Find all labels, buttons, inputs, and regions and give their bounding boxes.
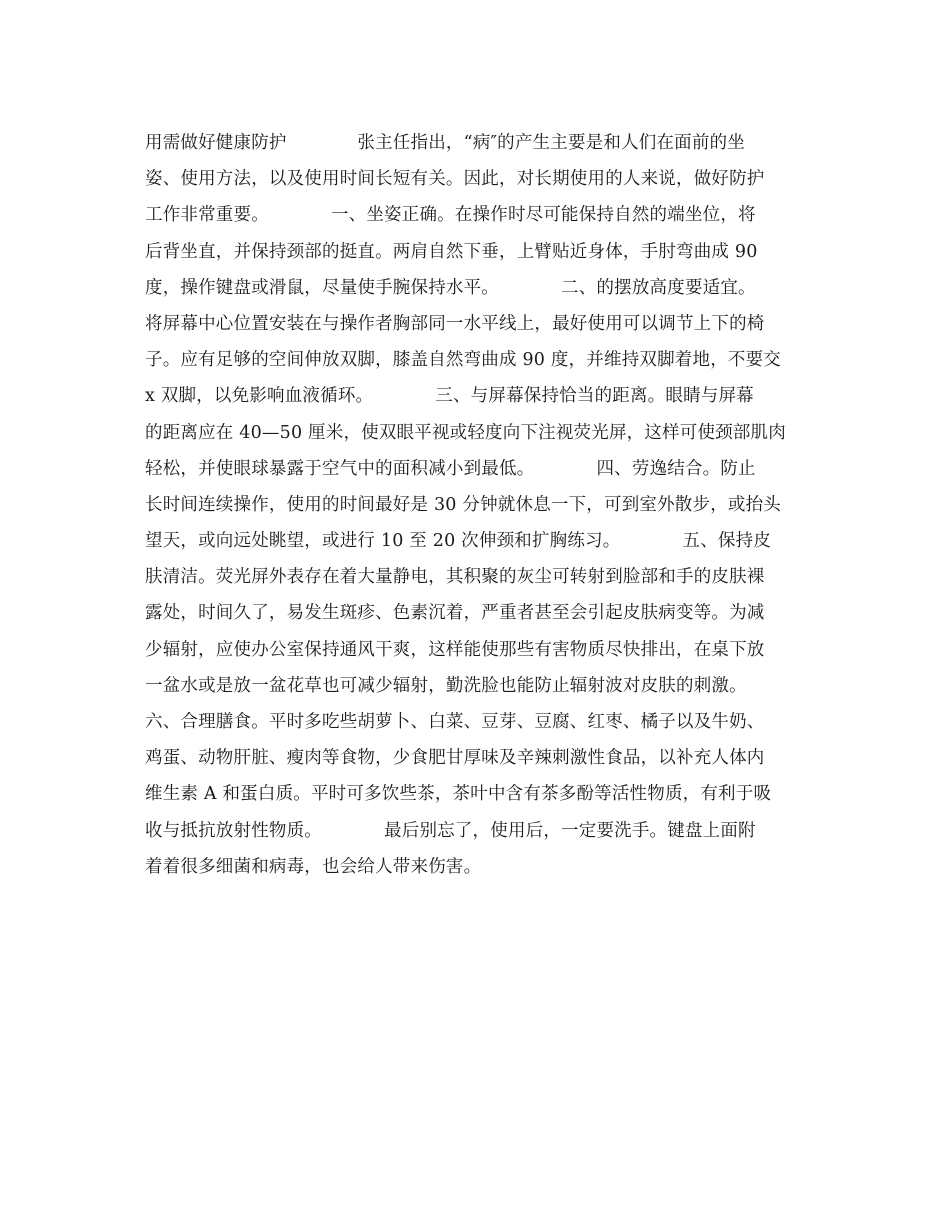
- text-line: 维生素 A 和蛋白质。平时可多饮些茶，茶叶中含有茶多酚等活性物质，有利于吸: [145, 784, 772, 805]
- text-line: 姿、使用方法，以及使用时间长短有关。因此，对长期使用的人来说，做好防护: [145, 169, 765, 190]
- text-line: 子。应有足够的空间伸放双脚，膝盖自然弯曲成 90 度，并维持双脚着地，不要交: [145, 350, 781, 371]
- text-line: 长时间连续操作，使用的时间最好是 30 分钟就休息一下，可到室外散步，或抬头: [145, 494, 781, 515]
- text-line: 收与抵抗放射性物质。 最后别忘了，使用后，一定要洗手。键盘上面附: [145, 820, 756, 841]
- text-line: 轻松，并使眼球暴露于空气中的面积减小到最低。 四、劳逸结合。防止: [145, 458, 756, 479]
- text-line: 望天，或向远处眺望，或进行 10 至 20 次伸颈和扩胸练习。 五、保持皮: [145, 531, 772, 552]
- text-line: 用需做好健康防护 张主任指出，“病″的产生主要是和人们在面前的坐: [145, 133, 745, 153]
- text-line: 肤清洁。荧光屏外表存在着大量静电，其积聚的灰尘可转射到脸部和手的皮肤裸: [145, 567, 765, 588]
- text-line: 将屏幕中心位置安装在与操作者胸部同一水平线上，最好使用可以调节上下的椅: [145, 313, 765, 334]
- text-line: 后背坐直，并保持颈部的挺直。两肩自然下垂，上臂贴近身体，手肘弯曲成 90: [145, 241, 758, 262]
- document-body: [145, 125, 815, 885]
- text-line: 六、合理膳食。平时多吃些胡萝卜、白菜、豆芽、豆腐、红枣、橘子以及牛奶、: [145, 712, 765, 732]
- text-line: 度，操作键盘或滑鼠，尽量使手腕保持水平。 二、的摆放高度要适宜。: [145, 277, 756, 298]
- text-line: x 双脚，以免影响血液循环。 三、与屏幕保持恰当的距离。眼睛与屏幕: [145, 386, 754, 407]
- text-line: 少辐射，应使办公室保持通风干爽，这样能使那些有害物质尽快排出，在桌下放: [145, 639, 765, 660]
- text-line: 着着很多细菌和病毒，也会给人带来伤害。: [145, 856, 482, 877]
- text-line: 露处，时间久了，易发生斑疹、色素沉着，严重者甚至会引起皮肤病变等。为减: [145, 603, 765, 624]
- text-line: 的距离应在 40—50 厘米，使双眼平视或轻度向下注视荧光屏，这样可使颈部肌肉: [145, 422, 786, 443]
- text-line: 一盆水或是放一盆花草也可减少辐射，勤洗脸也能防止辐射波对皮肤的刺激。: [145, 675, 747, 696]
- text-line: 鸡蛋、动物肝脏、瘦肉等食物，少食肥甘厚味及辛辣刺激性食品，以补充人体内: [145, 748, 765, 769]
- text-line: 工作非常重要。 一、坐姿正确。在操作时尽可能保持自然的端坐位，将: [145, 205, 756, 226]
